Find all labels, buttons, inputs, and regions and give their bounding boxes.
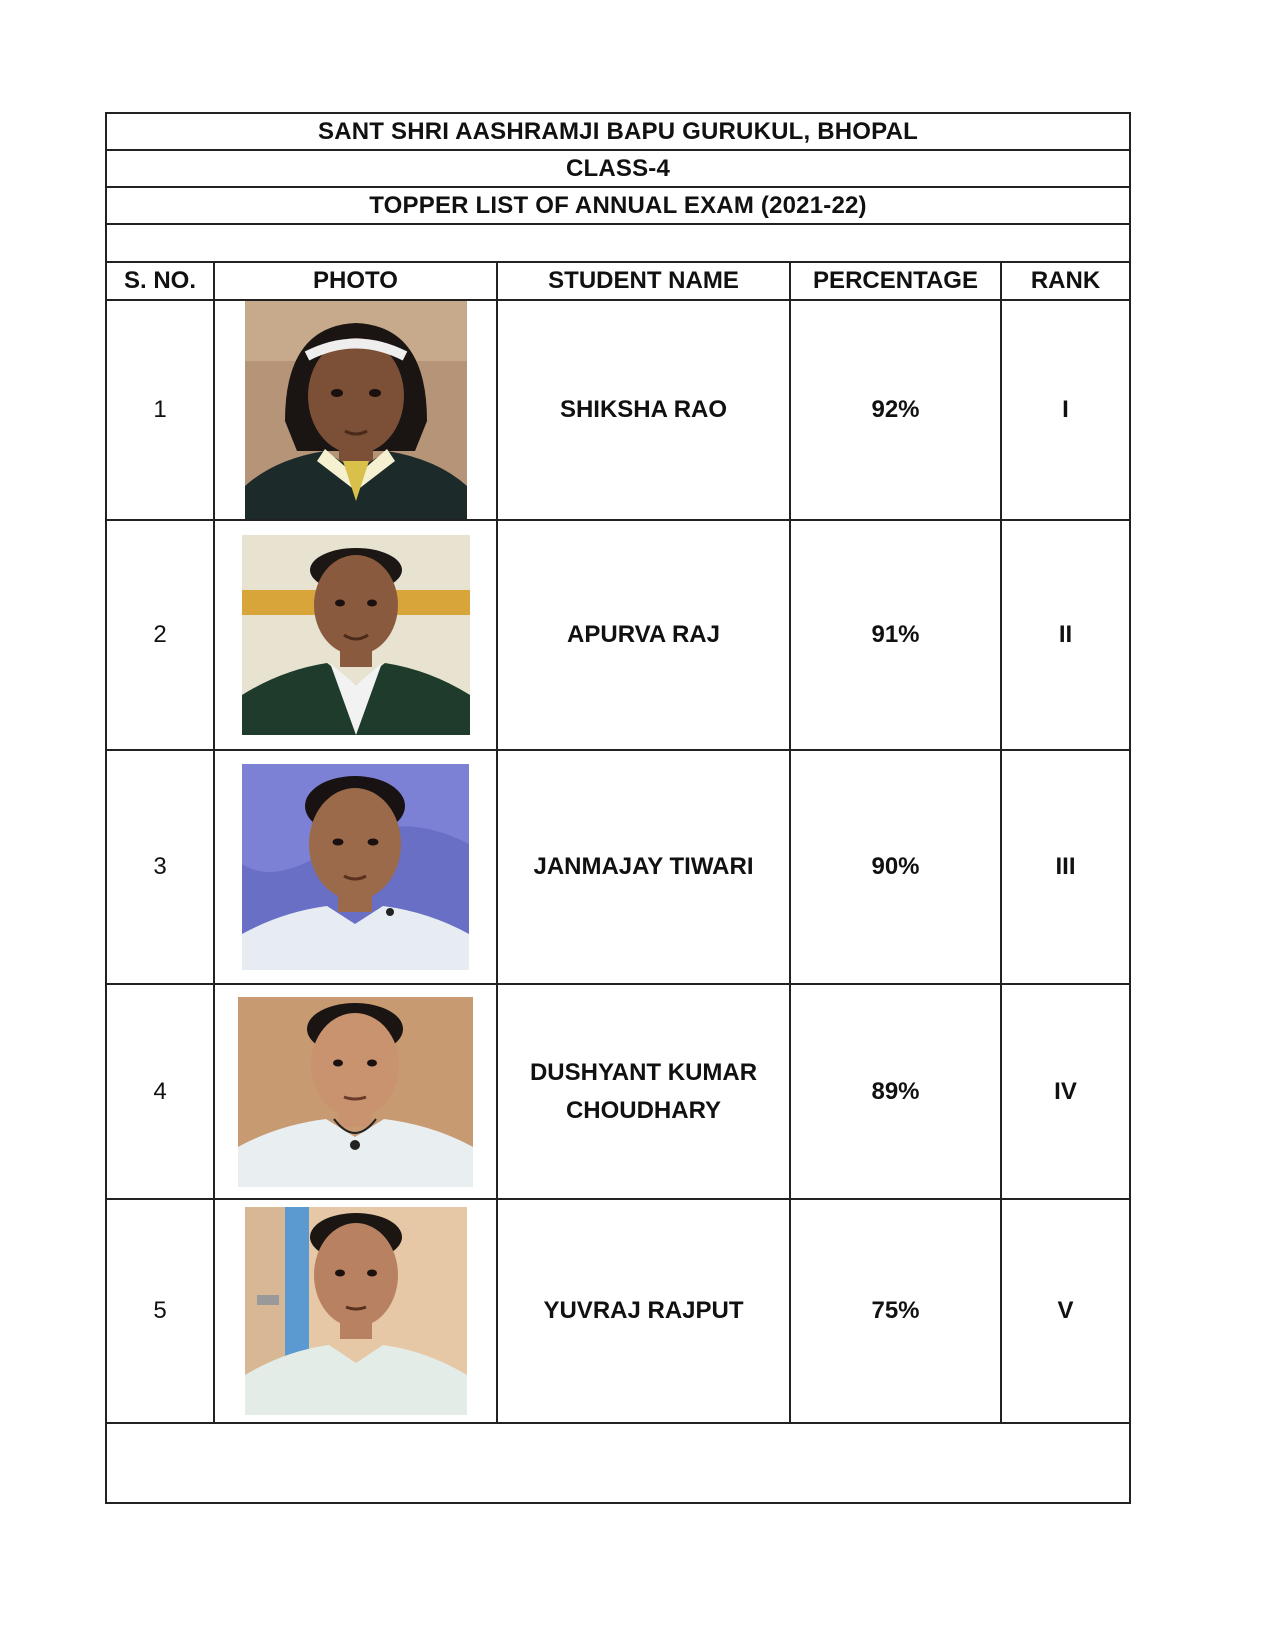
table-row: [107, 984, 1129, 1199]
percentage-cell: 75%: [790, 1199, 1001, 1423]
rank-cell: I: [1001, 300, 1129, 520]
sno-cell: 3: [107, 750, 214, 984]
blank-footer-row: [107, 1424, 1129, 1502]
percentage-cell: 90%: [790, 750, 1001, 984]
percentage-cell: 92%: [790, 300, 1001, 520]
col-header-sno: S. NO.: [107, 263, 214, 300]
photo-cell: [214, 520, 497, 750]
photo-cell: [214, 984, 497, 1199]
col-header-percentage: PERCENTAGE: [790, 263, 1001, 300]
student-name-cell: APURVA RAJ: [497, 520, 790, 750]
col-header-photo: PHOTO: [214, 263, 497, 300]
student-name-cell: YUVRAJ RAJPUT: [497, 1199, 790, 1423]
rank-cell: IV: [1001, 984, 1129, 1199]
student-photo-4: [238, 997, 473, 1187]
school-title: SANT SHRI AASHRAMJI BAPU GURUKUL, BHOPAL: [107, 114, 1129, 151]
table-row: [107, 1199, 1129, 1423]
sno-cell: 5: [107, 1199, 214, 1423]
student-photo-3: [242, 764, 469, 970]
student-name-cell: JANMAJAY TIWARI: [497, 750, 790, 984]
sno-cell: 1: [107, 300, 214, 520]
col-header-name: STUDENT NAME: [497, 263, 790, 300]
col-header-rank: RANK: [1001, 263, 1129, 300]
student-photo-2: [242, 535, 470, 735]
topper-list-sheet: [105, 112, 1131, 1504]
photo-cell: [214, 750, 497, 984]
student-photo-1: [245, 301, 467, 519]
rank-cell: III: [1001, 750, 1129, 984]
table-row: [107, 300, 1129, 520]
sno-cell: 4: [107, 984, 214, 1199]
rank-cell: II: [1001, 520, 1129, 750]
percentage-cell: 89%: [790, 984, 1001, 1199]
rank-cell: V: [1001, 1199, 1129, 1423]
table-row: [107, 750, 1129, 984]
percentage-cell: 91%: [790, 520, 1001, 750]
list-title: TOPPER LIST OF ANNUAL EXAM (2021-22): [107, 188, 1129, 225]
photo-cell: [214, 300, 497, 520]
student-name-cell: DUSHYANT KUMAR CHOUDHARY: [497, 984, 790, 1199]
photo-cell: [214, 1199, 497, 1423]
student-photo-5: [245, 1207, 467, 1415]
sno-cell: 2: [107, 520, 214, 750]
table-row: [107, 520, 1129, 750]
student-name-cell: SHIKSHA RAO: [497, 300, 790, 520]
blank-row: [107, 225, 1129, 263]
topper-table: [107, 263, 1129, 1424]
table-header-row: [107, 263, 1129, 300]
class-title: CLASS-4: [107, 151, 1129, 188]
